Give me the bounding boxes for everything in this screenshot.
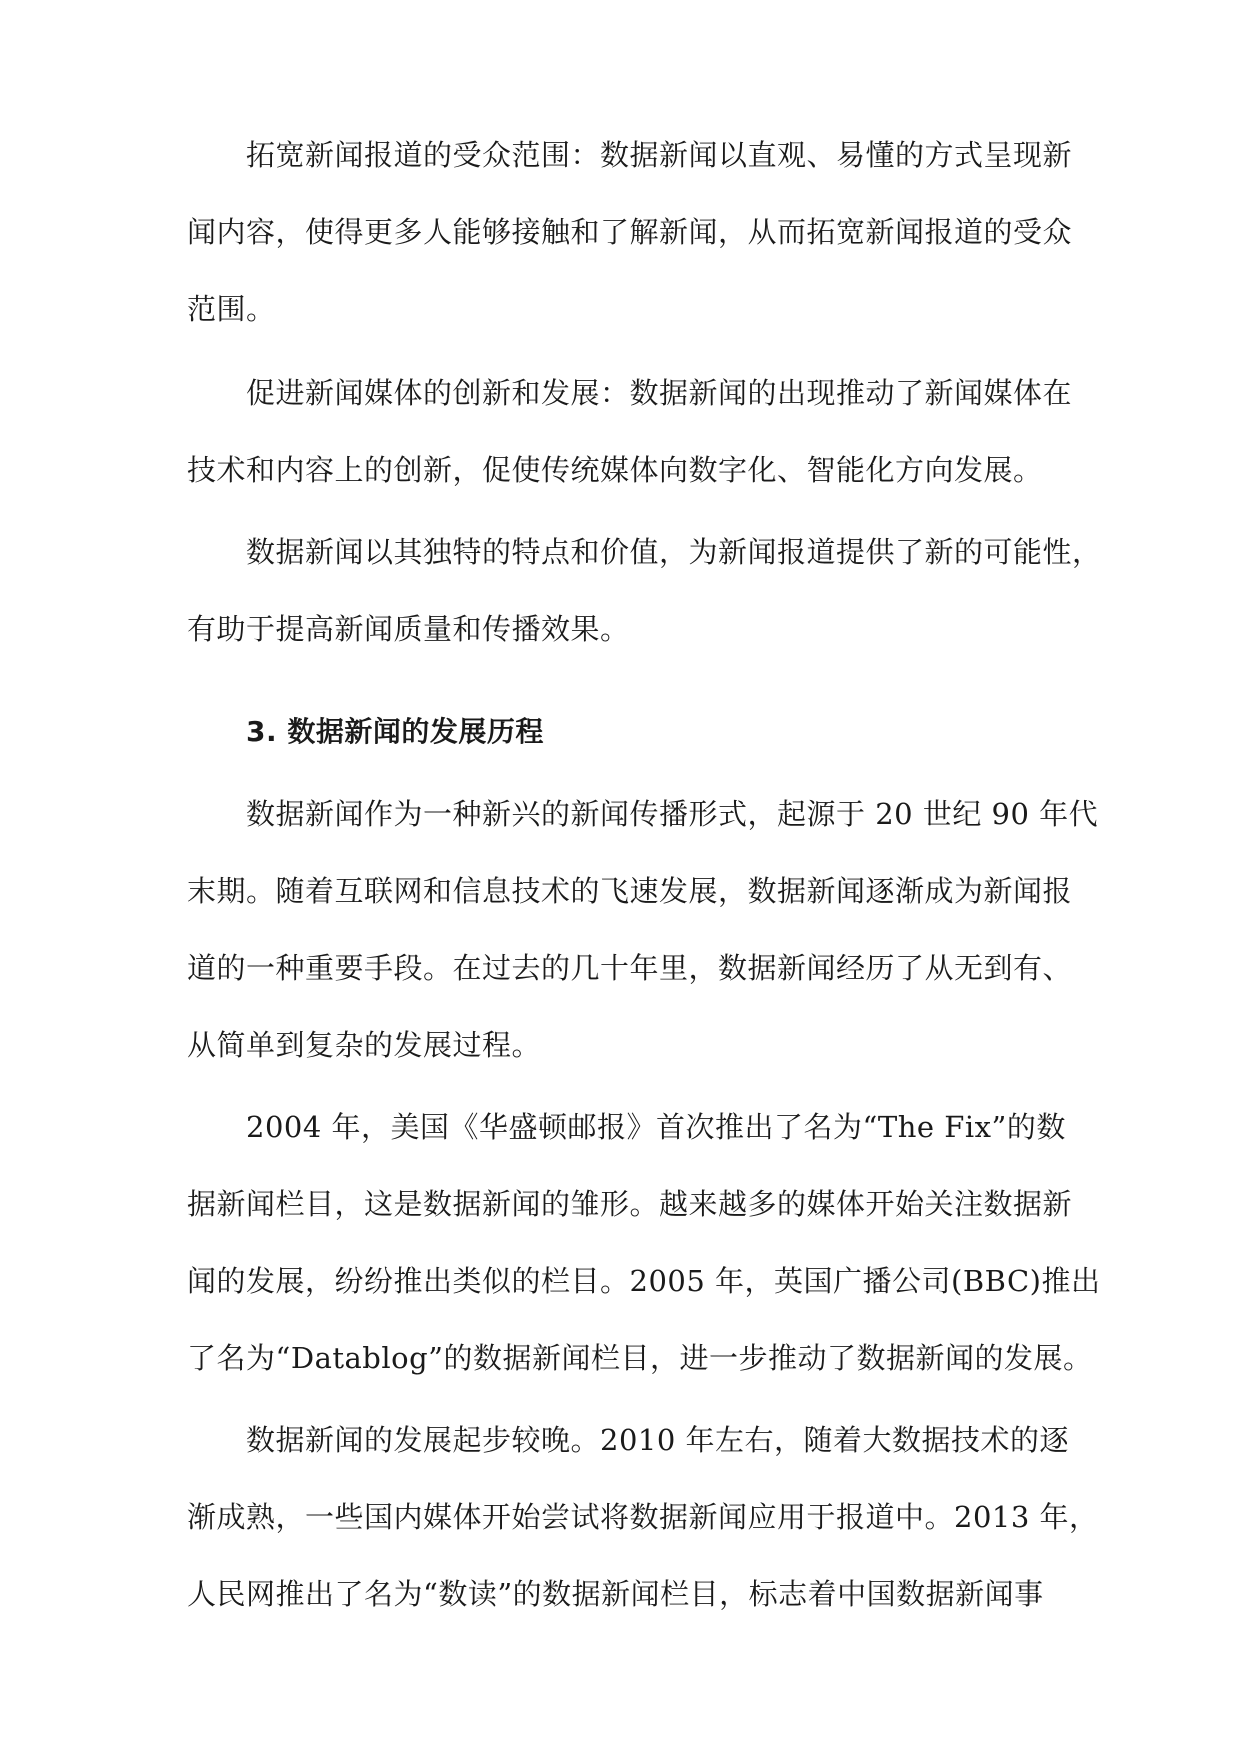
- paragraph-line: 末期。随着互联网和信息技术的飞速发展，数据新闻逐渐成为新闻报: [187, 874, 1073, 908]
- paragraph-line: 拓宽新闻报道的受众范围：数据新闻以直观、易懂的方式呈现新: [246, 138, 1073, 172]
- paragraph-line: 闻的发展，纷纷推出类似的栏目。2005 年，英国广播公司(BBC)推出: [187, 1264, 1101, 1298]
- paragraph-line: 了名为“Datablog”的数据新闻栏目，进一步推动了数据新闻的发展。: [187, 1341, 1093, 1375]
- paragraph-line: 范围。: [187, 292, 276, 326]
- paragraph-line: 有助于提高新闻质量和传播效果。: [187, 612, 630, 646]
- paragraph-line: 数据新闻以其独特的特点和价值，为新闻报道提供了新的可能性，: [246, 535, 1102, 569]
- paragraph-line: 闻内容，使得更多人能够接触和了解新闻，从而拓宽新闻报道的受众: [187, 215, 1073, 249]
- paragraph-line: 2004 年，美国《华盛顿邮报》首次推出了名为“The Fix”的数: [246, 1110, 1066, 1144]
- paragraph-line: 数据新闻作为一种新兴的新闻传播形式，起源于 20 世纪 90 年代: [246, 797, 1099, 831]
- paragraph-line: 人民网推出了名为“数读”的数据新闻栏目，标志着中国数据新闻事: [187, 1577, 1044, 1611]
- paragraph-line: 渐成熟，一些国内媒体开始尝试将数据新闻应用于报道中。2013 年，: [187, 1500, 1099, 1534]
- paragraph-line: 技术和内容上的创新，促使传统媒体向数字化、智能化方向发展。: [187, 453, 1043, 487]
- paragraph-line: 从简单到复杂的发展过程。: [187, 1028, 542, 1062]
- paragraph-line: 道的一种重要手段。在过去的几十年里，数据新闻经历了从无到有、: [187, 951, 1073, 985]
- section-heading: 3. 数据新闻的发展历程: [246, 715, 544, 748]
- paragraph-line: 据新闻栏目，这是数据新闻的雏形。越来越多的媒体开始关注数据新: [187, 1187, 1073, 1221]
- paragraph-line: 数据新闻的发展起步较晚。2010 年左右，随着大数据技术的逐: [246, 1423, 1070, 1457]
- paragraph-line: 促进新闻媒体的创新和发展：数据新闻的出现推动了新闻媒体在: [246, 376, 1073, 410]
